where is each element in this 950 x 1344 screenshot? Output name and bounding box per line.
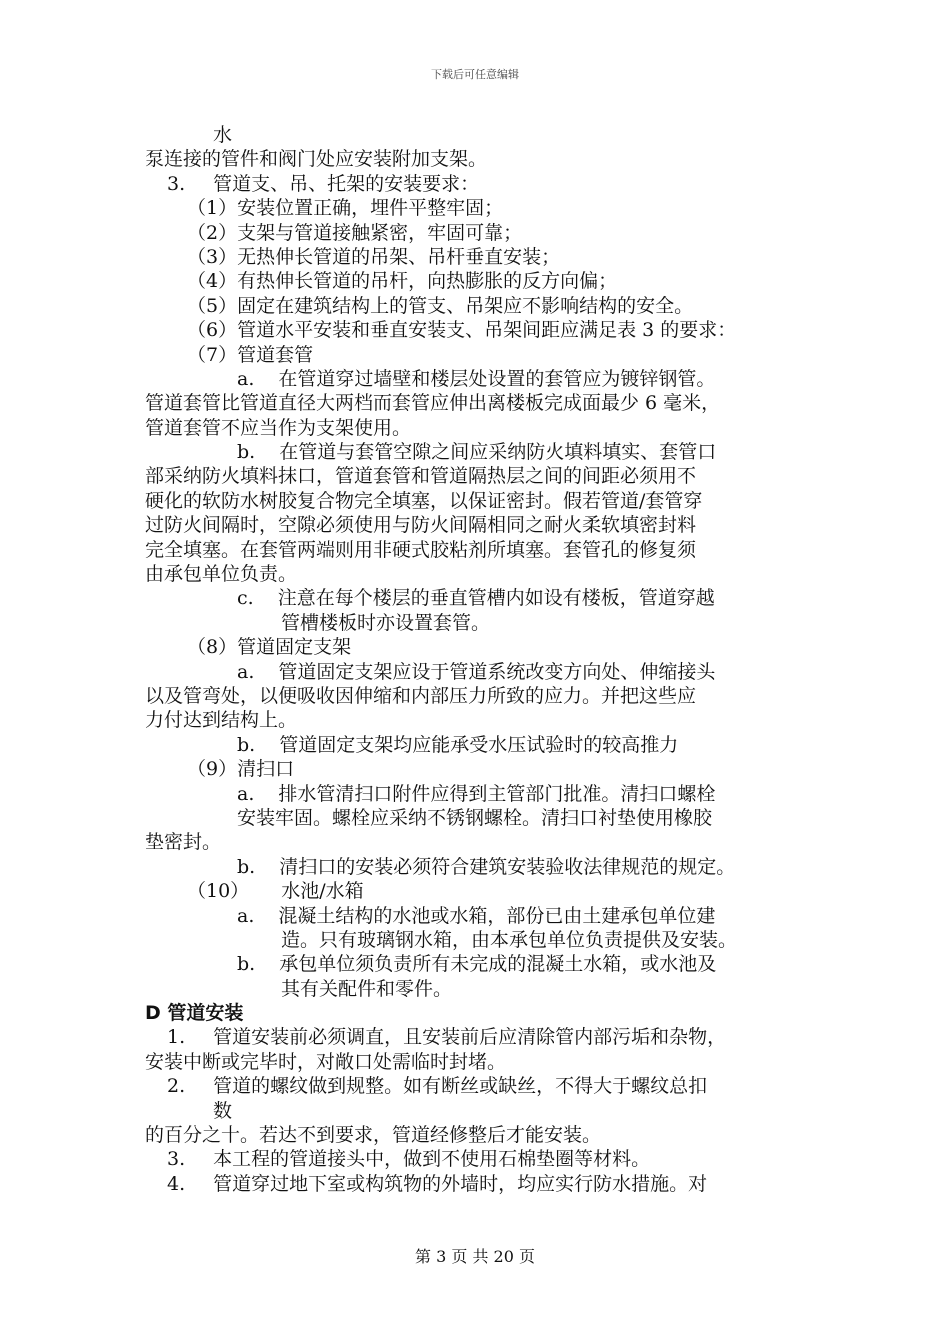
line-text: 清扫口的安装必须符合建筑安装验收法律规范的规定。	[279, 855, 736, 878]
list-marker: b.	[237, 953, 256, 976]
line-text: （2）支架与管道接触紧密，牢固可靠；	[187, 221, 523, 244]
paragraph-line	[145, 586, 820, 610]
line-text: 其有关配件和零件。	[281, 977, 453, 1000]
line-text: 水池/水箱	[281, 880, 364, 903]
paragraph-line	[145, 904, 820, 928]
line-text: 管道固定支架均应能承受水压试验时的较高推力	[279, 733, 679, 756]
list-marker: 2.	[167, 1075, 186, 1098]
paragraph-line	[145, 782, 820, 806]
list-marker: a.	[237, 660, 255, 683]
line-text: 管道套管比管道直径大两档而套管应伸出离楼板完成面最少 6 毫米，	[145, 392, 721, 415]
paragraph-line	[145, 1025, 820, 1049]
list-marker: 3.	[167, 1148, 186, 1171]
paragraph-line	[145, 489, 820, 513]
line-text: 管道穿过地下室或构筑物的外墙时，均应实行防水措施。对	[213, 1172, 708, 1195]
list-marker: b.	[237, 441, 256, 464]
paragraph-line	[145, 708, 820, 732]
paragraph-line	[145, 855, 820, 879]
paragraph-line	[145, 660, 820, 684]
line-text: 数	[213, 1099, 233, 1122]
list-marker: b.	[237, 733, 256, 756]
line-text: 的百分之十。若达不到要求，管道经修整后才能安装。	[145, 1124, 602, 1147]
paragraph-line	[145, 1172, 820, 1196]
page-header-note: 下载后可任意编辑	[431, 68, 519, 81]
line-text: 部采纳防火填料抹口，管道套管和管道隔热层之间的间距必须用不	[145, 465, 697, 488]
line-text: 力付达到结构上。	[145, 709, 298, 732]
paragraph-line	[145, 391, 820, 415]
line-text: 管道支、吊、托架的安装要求：	[213, 172, 480, 195]
line-text: （7）管道套管	[187, 343, 314, 366]
paragraph-line	[145, 806, 820, 830]
line-text: 本工程的管道接头中，做到不使用石棉垫圈等材料。	[213, 1148, 651, 1171]
paragraph-line	[145, 611, 820, 635]
line-text: 造。只有玻璃钢水箱，由本承包单位负责提供及安装。	[281, 928, 738, 951]
line-text: 混凝土结构的水池或水箱，部份已由土建承包单位建	[278, 904, 716, 927]
page-footer-number: 第 3 页 共 20 页	[415, 1247, 535, 1266]
line-text: 安装牢固。螺栓应采纳不锈钢螺栓。清扫口衬垫使用橡胶	[237, 806, 713, 829]
line-text: 水	[213, 124, 233, 146]
line-text: （9）清扫口	[187, 758, 295, 781]
line-text: 硬化的软防水树胶复合物完全填塞，以保证密封。假若管道/套管穿	[145, 489, 703, 512]
paragraph-line	[145, 367, 820, 391]
line-text: 管道套管不应当作为支架使用。	[145, 416, 412, 439]
paragraph-line	[145, 830, 820, 854]
line-text: （3）无热伸长管道的吊架、吊杆垂直安装；	[187, 245, 561, 268]
paragraph-line	[145, 196, 820, 220]
paragraph-line	[145, 952, 820, 976]
paragraph-line	[145, 245, 820, 269]
paragraph-line	[145, 928, 820, 952]
paragraph-line	[145, 147, 820, 171]
paragraph-line	[145, 1123, 820, 1147]
list-marker: 1.	[167, 1026, 186, 1049]
paragraph-line	[145, 294, 820, 318]
list-marker: b.	[237, 855, 256, 878]
list-marker: a.	[237, 367, 255, 390]
paragraph-line	[145, 318, 820, 342]
line-text: （4）有热伸长管道的吊杆，向热膨胀的反方向偏；	[187, 270, 618, 293]
paragraph-line	[145, 172, 820, 196]
paragraph-line	[145, 1050, 820, 1074]
line-text: 垫密封。	[145, 831, 222, 854]
paragraph-line	[145, 513, 820, 537]
list-marker: 3.	[167, 172, 186, 195]
line-text: 注意在每个楼层的垂直管槽内如设有楼板，管道穿越	[277, 587, 715, 610]
paragraph-line	[145, 269, 820, 293]
document-body	[145, 123, 820, 1196]
paragraph-line	[145, 440, 820, 464]
paragraph-line	[145, 221, 820, 245]
line-text: 在管道与套管空隙之间应采纳防火填料填实、套管口	[279, 441, 717, 464]
paragraph-line	[145, 733, 820, 757]
line-text: 管道的螺纹做到规整。如有断丝或缺丝，不得大于螺纹总扣	[213, 1075, 708, 1098]
line-text: 在管道穿过墙壁和楼层处设置的套管应为镀锌钢管。	[278, 367, 716, 390]
line-text: 承包单位须负责所有未完成的混凝土水箱，或水池及	[279, 953, 717, 976]
line-text: 安装中断或完毕时，对敞口处需临时封堵。	[145, 1050, 507, 1073]
line-text: 过防火间隔时，空隙必须使用与防火间隔相同之耐火柔软填密封料	[145, 514, 697, 537]
line-text: 管槽楼板时亦设置套管。	[281, 611, 491, 634]
line-text: 完全填塞。在套管两端则用非硬式胶粘剂所填塞。套管孔的修复须	[145, 538, 697, 561]
line-text: （6）管道水平安装和垂直安装支、吊架间距应满足表 3 的要求：	[187, 319, 737, 342]
line-text: 以及管弯处，以便吸收因伸缩和内部压力所致的应力。并把这些应	[145, 684, 697, 707]
line-text: 管道固定支架应设于管道系统改变方向处、伸缩接头	[278, 660, 716, 683]
line-text: 泵连接的管件和阀门处应安装附加支架。	[145, 148, 488, 171]
line-text: （1）安装位置正确，埋件平整牢固；	[187, 197, 504, 220]
list-marker: （10）	[187, 880, 250, 903]
list-marker: 4.	[167, 1172, 186, 1195]
list-marker: a.	[237, 904, 255, 927]
line-text: 管道安装前必须调直，且安装前后应清除管内部污垢和杂物，	[213, 1026, 727, 1049]
paragraph-line	[145, 1147, 820, 1171]
paragraph-line	[145, 538, 820, 562]
paragraph-line	[145, 635, 820, 659]
line-text: （8）管道固定支架	[187, 636, 352, 659]
paragraph-line	[145, 684, 820, 708]
paragraph-line	[145, 757, 820, 781]
paragraph-line	[145, 464, 820, 488]
paragraph-line	[145, 1099, 820, 1123]
paragraph-line	[145, 562, 820, 586]
paragraph-line	[145, 343, 820, 367]
paragraph-line	[145, 416, 820, 440]
line-text: （5）固定在建筑结构上的管支、吊架应不影响结构的安全。	[187, 294, 694, 317]
list-marker: c.	[237, 587, 254, 610]
paragraph-line	[145, 977, 820, 1001]
paragraph-line	[145, 879, 820, 903]
line-text: 排水管清扫口附件应得到主管部门批准。清扫口螺栓	[278, 782, 716, 805]
line-text: 由承包单位负责。	[145, 563, 298, 586]
list-marker: a.	[237, 782, 255, 805]
paragraph-line	[145, 123, 820, 147]
line-text: D 管道安装	[145, 1002, 244, 1025]
section-heading	[145, 1001, 820, 1025]
paragraph-line	[145, 1074, 820, 1098]
